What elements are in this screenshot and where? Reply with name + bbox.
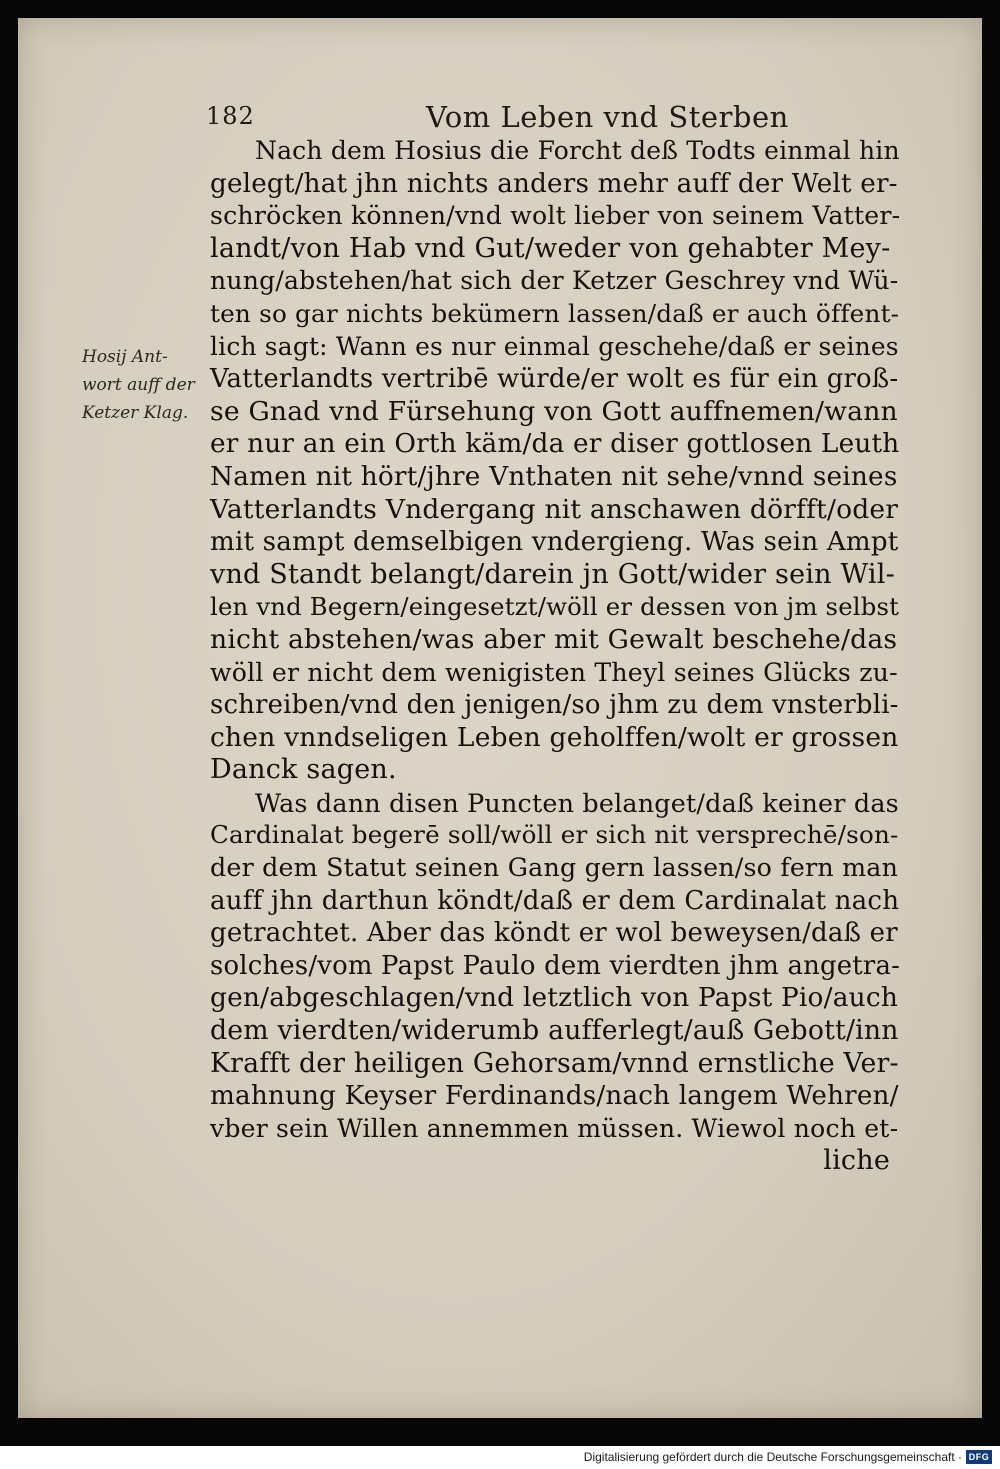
text-line: gelegt/hat jhn nichts anders mehr auff der Welt er- <box>210 168 898 199</box>
text-line: Vatterlandts vertribē würde/er wolt es für ein groß- <box>210 364 899 395</box>
dfg-logo-icon: DFG <box>966 1450 992 1464</box>
body-text <box>210 135 900 1178</box>
text-line: chen vnndseligen Leben geholffen/wolt er grossen <box>210 721 899 753</box>
text-line: Krafft der heiligen Gehorsam/vnnd ernstliche Ver- <box>210 1047 899 1079</box>
text-line: Was dann disen Puncten belanget/daß keiner das <box>255 787 899 818</box>
text-line: wöll er nicht dem wenigisten Theyl seines Glücks zu- <box>210 657 898 687</box>
text-line: vber sein Willen annemmen müssen. Wiewol noch et- <box>210 1113 899 1143</box>
marginal-note-line: Ketzer Klag. <box>82 403 189 423</box>
text-line: gen/abgeschlagen/vnd letztlich von Papst Pio/auch <box>210 982 899 1014</box>
text-line: schreiben/vnd den jenigen/so jhm zu dem vnsterbli- <box>210 690 899 721</box>
text-line: nicht abstehen/was aber mit Gewalt beschehe/das <box>210 623 898 655</box>
text-line: der dem Statut seinen Gang gern lassen/so fern man <box>210 853 899 883</box>
text-line: mit sampt demselbigen vndergieng. Was sein Ampt <box>210 527 899 558</box>
text-line: Danck sagen. <box>210 754 397 786</box>
text-line: solches/vom Papst Paulo dem vierdten jhm angetra- <box>210 950 901 981</box>
footer-bar <box>0 1446 1000 1469</box>
text-line: Nach dem Hosius die Forcht deß Todts einmal hin <box>255 136 900 165</box>
text-line: auff jhn darthun köndt/daß er dem Cardinalat nach <box>210 885 900 916</box>
catchword: liche <box>823 1145 890 1177</box>
text-line: er nur an ein Orth käm/da er diser gottlosen Leuth <box>210 429 900 460</box>
text-line: Namen nit hört/jhre Vnthaten nit sehe/vnnd seines <box>210 461 898 492</box>
text-line: Cardinalat begerē soll/wöll er sich nit versprechē/son- <box>210 820 899 850</box>
text-line: dem vierdten/widerumb aufferlegt/auß Gebott/inn <box>210 1015 899 1047</box>
text-line: nung/abstehen/hat sich der Ketzer Geschrey vnd Wü- <box>210 266 899 296</box>
text-line: schröcken können/vnd wolt lieber von seinem Vatter- <box>210 201 901 231</box>
marginal-note-line: Hosij Ant- <box>82 347 168 367</box>
page-number: 182 <box>206 102 255 130</box>
text-line: vnd Standt belangt/darein jn Gott/wider sein Wil- <box>210 558 895 590</box>
text-line: mahnung Keyser Ferdinands/nach langem Wehren/ <box>210 1081 899 1112</box>
marginal-note-line: wort auff der <box>82 375 195 395</box>
marginal-note <box>82 343 222 427</box>
text-line: getrachtet. Aber das köndt er wol beweysen/daß er <box>210 918 898 949</box>
funding-credit: Digitalisierung gefördert durch die Deutsche Forschungsgemeinschaft · <box>583 1450 962 1464</box>
text-line: lich sagt: Wann es nur einmal geschehe/daß er seines <box>210 331 899 361</box>
text-line: landt/von Hab vnd Gut/weder von gehabter Mey- <box>210 232 891 264</box>
text-line: len vnd Begern/eingesetzt/wöll er dessen von jm selbst <box>210 592 900 622</box>
text-line: Vatterlandts Vndergang nit anschawen dörfft/oder <box>210 493 899 525</box>
text-line: ten so gar nichts bekümern lassen/daß er auch öffent- <box>210 298 900 328</box>
book-page <box>18 18 982 1418</box>
text-line: se Gnad vnd Fürsehung von Gott auffnemen/wann <box>210 395 898 427</box>
running-title: Vom Leben vnd Sterben <box>426 100 789 134</box>
